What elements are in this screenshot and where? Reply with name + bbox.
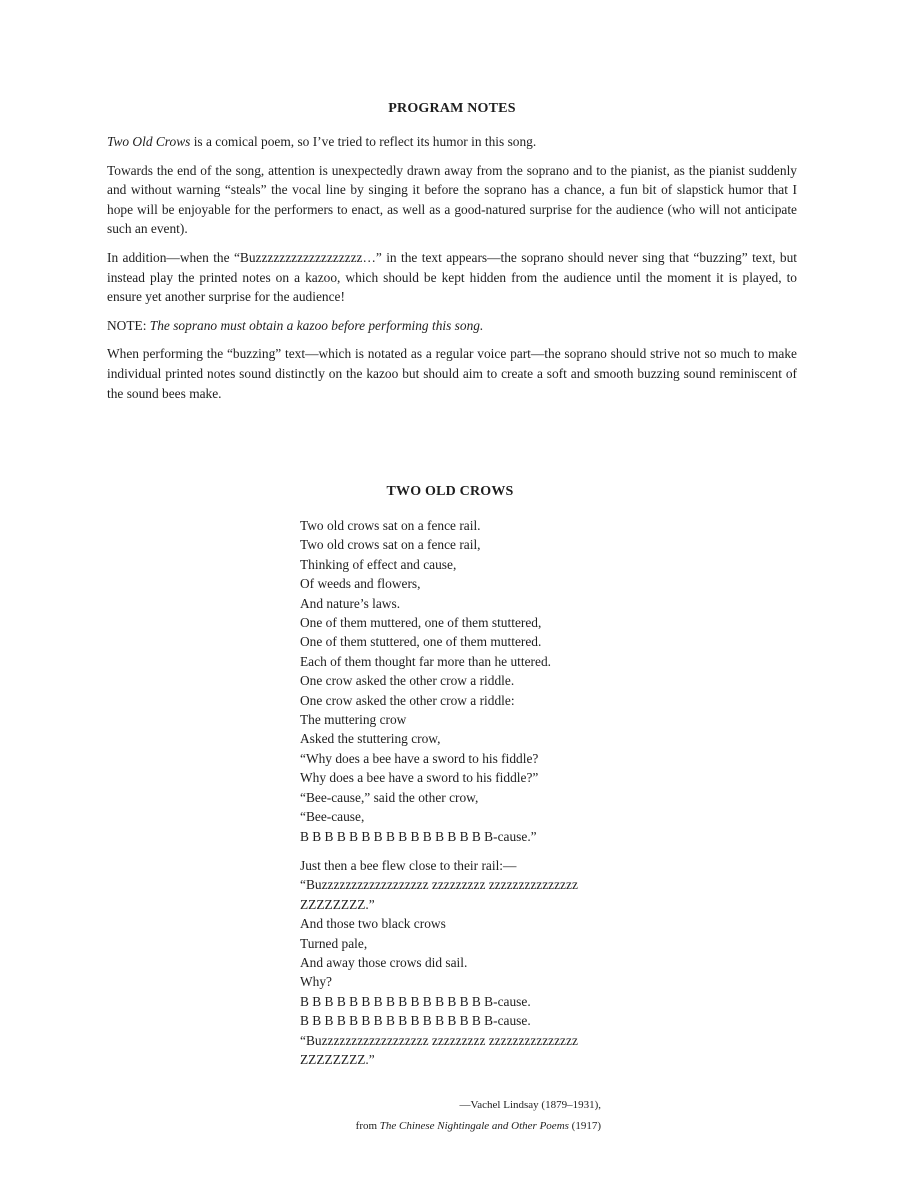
poem-line: And those two black crows — [300, 916, 446, 932]
poem-attribution — [300, 1095, 601, 1137]
program-notes-title: PROGRAM NOTES — [388, 101, 516, 116]
poem-title: TWO OLD CROWS — [386, 484, 514, 499]
poem-line: Of weeds and flowers, — [300, 576, 421, 592]
poem-line: “Bee-cause,” said the other crow, — [300, 789, 479, 805]
poem-stanza-2 — [300, 856, 630, 1069]
poem-line: Turned pale, — [300, 935, 368, 951]
poem-line: And away those crows did sail. — [300, 954, 468, 970]
attribution-prefix: from — [355, 1120, 380, 1132]
poem-line: Each of them thought far more than he uttered. — [300, 653, 551, 669]
poem-line: The muttering crow — [300, 712, 407, 728]
poem-line: “Bee-cause, — [300, 809, 365, 825]
song-title-italic: Two Old Crows — [107, 134, 191, 149]
notes-paragraph-5: When performing the “buzzing” text—which is notated as a regular voice part—the soprano should strive not so much to make individual printed notes sound distinctly on the kazoo but should aim to create a soft and smooth buzzing sound reminiscent of the sound bees make. — [107, 346, 797, 401]
note-label: NOTE: — [107, 317, 150, 333]
poem-line: “Buzzzzzzzzzzzzzzzzzz zzzzzzzzz zzzzzzzzzzzzzzz — [300, 877, 578, 893]
poem-line: B B B B B B B B B B B B B B B B-cause.” — [300, 828, 537, 844]
poem-line: “Buzzzzzzzzzzzzzzzzzz zzzzzzzzz zzzzzzzzzzzzzzz — [300, 1032, 578, 1048]
poem-line: And nature’s laws. — [300, 595, 401, 611]
attribution-year: (1917) — [568, 1120, 601, 1132]
poem-line: Two old crows sat on a fence rail. — [300, 518, 481, 533]
poem-line: Asked the stuttering crow, — [300, 731, 441, 747]
poem-line: Just then a bee flew close to their rail:— — [300, 857, 517, 873]
notes-paragraph-3: In addition—when the “Buzzzzzzzzzzzzzzzzzz…” in the text appears—the soprano should never sing that “buzzing” text, but instead play the printed notes on a kazoo, which should be kept hidden from the audience until the moment it is played, to ensure yet another surprise for the audience! — [107, 249, 797, 305]
poem-line: Thinking of effect and cause, — [300, 556, 457, 572]
note-text: The soprano must obtain a kazoo before performing this song. — [149, 317, 484, 333]
poem-line: Why? — [300, 974, 332, 990]
program-notes — [107, 100, 797, 412]
poem-line: B B B B B B B B B B B B B B B B-cause. — [300, 993, 531, 1009]
poem-body — [300, 516, 630, 1079]
poem-line: ZZZZZZZZ.” — [300, 896, 375, 912]
poem-line: One crow asked the other crow a riddle: — [300, 692, 515, 708]
poem-line: Two old crows sat on a fence rail, — [300, 537, 481, 553]
poem-line: One crow asked the other crow a riddle. — [300, 673, 515, 689]
poem-line: “Why does a bee have a sword to his fiddle? — [300, 750, 539, 766]
attribution-author: —Vachel Lindsay (1879–1931), — [459, 1099, 601, 1111]
poem-line: One of them muttered, one of them stuttered, — [300, 615, 542, 631]
notes-paragraph-note — [107, 316, 797, 336]
notes-paragraph-1 — [107, 132, 797, 152]
notes-paragraph-1-text: is a comical poem, so I’ve tried to reflect its humor in this song. — [190, 134, 537, 149]
attribution-source — [300, 1116, 601, 1137]
poem-line: B B B B B B B B B B B B B B B B-cause. — [300, 1013, 531, 1029]
attribution-book-title: The Chinese Nightingale and Other Poems — [379, 1120, 569, 1132]
poem-stanza-1 — [300, 516, 630, 846]
poem-line: Why does a bee have a sword to his fiddle?” — [300, 770, 539, 786]
poem-line: One of them stuttered, one of them muttered. — [300, 634, 542, 650]
poem-line: ZZZZZZZZ.” — [300, 1051, 375, 1067]
notes-paragraph-2: Towards the end of the song, attention is unexpectedly drawn away from the soprano and to the pianist, as the pianist suddenly and without warning “steals” the vocal line by singing it before the soprano has a chance, a fun bit of slapstick humor that I hope will be enjoyable for the performers to enact, as well as a good-natured surprise for the audience (who will not anticipate such an event). — [107, 162, 797, 237]
